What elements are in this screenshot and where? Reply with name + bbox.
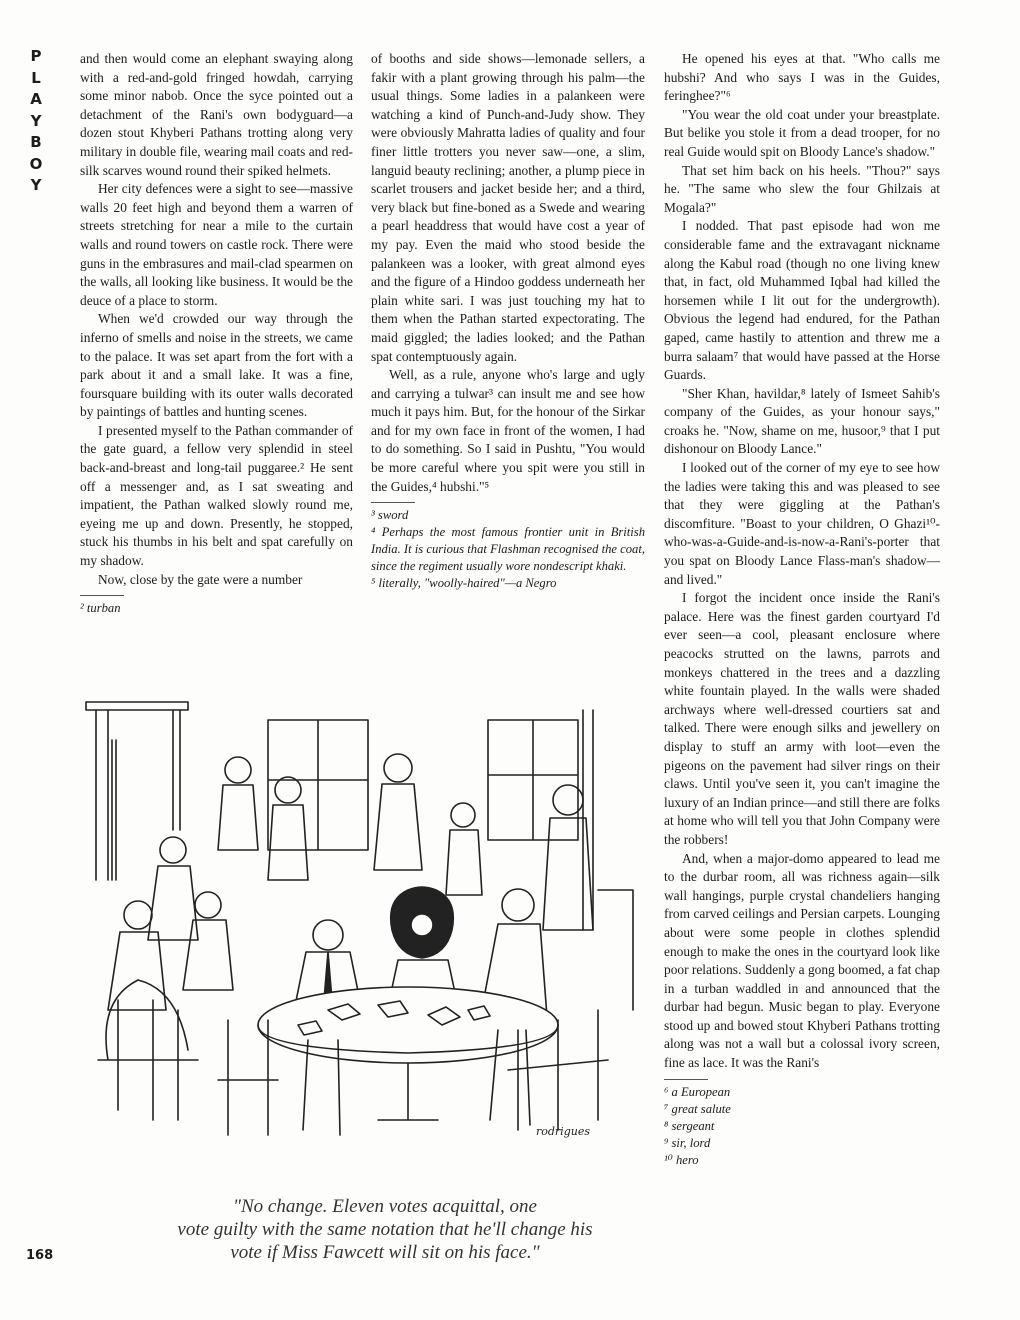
paragraph: When we'd crowded our way through the inferno of smells and noise in the streets, we came to the palace. It was set apart from the fort with a park about it and a small lake. It was a fine, foursquare building with its outer walls decorated by paintings of battles and hunting scenes.	[80, 311, 353, 420]
masthead-letter: L	[31, 68, 41, 87]
paragraph: "Sher Khan, havildar,⁸ lately of Ismeet Sahib's company of the Guides, as your honour says," croaks he. "Now, shame on me, husoor,⁹ that I put dishonour on Bloody Lance."	[664, 385, 940, 457]
caption-line: vote guilty with the same notation that he'll change his	[177, 1219, 593, 1240]
footnote: ¹⁰ hero	[664, 1152, 699, 1167]
footnote: ⁶ a European	[664, 1084, 731, 1099]
paragraph: He opened his eyes at that. "Who calls me hubshi? And who says I was in the Guides, feringhee?"⁶	[664, 51, 940, 104]
paragraph: I nodded. That past episode had won me considerable fame and the extravagant nickname along the Kabul road (though no one living knew that, in fact, old Muhammed Iqbal had killed the horsemen while I lit out for the undergrowth). Obvious the legend had endured, for the Pathan gaped, came hastily to attention and threw me a burra salaam⁷ that would have passed at the Horse Guards.	[664, 218, 940, 383]
masthead-letter: P	[30, 47, 42, 65]
masthead	[24, 46, 48, 197]
masthead-letter: B	[30, 133, 42, 151]
paragraph: I looked out of the corner of my eye to see how the ladies were taking this and was pleased to see that they were giggling at the Pathan's discomfiture. "Boast to your children, O Ghazi¹⁰-who-was-a-Guide-and-is-now-a-Rani's-porter that you spat on Bloody Lance Flass-man's shadow—and lived."	[664, 460, 940, 587]
masthead-letter: Y	[30, 176, 42, 194]
caption-line: vote if Miss Fawcett will sit on his face."	[230, 1242, 540, 1263]
paragraph: I presented myself to the Pathan commander of the gate guard, a fellow very splendid in steel back-and-breast and long-tail puggaree.² He sent off a messenger and, as I sat sweating and impatient, the Pathan walked slowly round me, eyeing me up and down. Presently, he stopped, stuck his thumbs in his belt and spat carefully on my shadow.	[80, 422, 353, 569]
footnote: ⁴ Perhaps the most famous frontier unit in British India. It is curious that Flashman recognised the coat, since the regiment usually wore nondescript khaki.	[371, 525, 645, 574]
cartoon-caption	[140, 1195, 630, 1264]
footnote: ⁵ literally, "woolly-haired"—a Negro	[371, 576, 557, 591]
caption-line: "No change. Eleven votes acquittal, one	[233, 1196, 537, 1217]
footnote: ² turban	[80, 601, 121, 616]
artist-signature: rodrigues	[536, 1125, 590, 1138]
paragraph: Well, as a rule, anyone who's large and ugly and carrying a tulwar³ can insult me and see how much it pays him. But, for the honour of the Sirkar and for my own face in front of the women, I had to do something. So I said in Pushtu, "You would be more careful where you spit were you still in the Guides,⁴ hubshi."⁵	[371, 367, 645, 494]
text-column-1	[80, 50, 353, 617]
paragraph: I forgot the incident once inside the Rani's palace. Here was the finest garden courtyard I'd ever seen—a cool, pleasant enclosure where peacocks strutted on the lawns, parrots and monkeys chattered in the trees and a dazzling white fountain played. In the walls were shaded archways where well-dressed courtiers sat and talked. There were enough silks and jewellery on display to stuff an army with loot—even the pigeons on the pavement had silver rings on their claws. Until you've seen it, you can't imagine the luxury of an Indian prince—and still there are folks at home who will tell you that John Company were the robbers!	[664, 590, 940, 847]
paragraph: "You wear the old coat under your breastplate. But belike you stole it from a dead trooper, for no real Guide would spit on Bloody Lance's shadow."	[664, 106, 940, 159]
footnote: ⁹ sir, lord	[664, 1135, 711, 1150]
paragraph: And, when a major-domo appeared to lead me to the durbar room, all was richness again—silk wall hangings, purple crystal chandeliers hanging from carved ceilings and Persian carpets. Lounging about were some people in clothes splendid enough to make the ones in the courtyard look like poor relations. Suddenly a gong boomed, a fat chap in a turban waddled in and announced that the durbar had begun. Music began to play. Everyone stood up and bowed stout Khyberi Pathans trotting along was not a wall but a colossal ivory screen, fine as lace. It was the Rani's	[664, 850, 940, 1071]
text-column-3	[664, 50, 940, 1169]
paragraph: and then would come an elephant swaying along with a red-and-gold fringed howdah, carrying some minor nabob. Once the syce pointed out a detachment of the Rani's own bodyguard—a dozen stout Khyberi Pathans trotting along very military in double file, wearing mail coats and red-silk scarves wound round their spiked helmets.	[80, 51, 353, 178]
jury-cartoon-illustration	[78, 680, 638, 1150]
masthead-letter: Y	[30, 111, 42, 130]
footnote-rule	[371, 502, 415, 503]
paragraph: Now, close by the gate were a number	[98, 571, 303, 587]
footnote: ³ sword	[371, 508, 409, 523]
page-number: 168	[26, 1248, 54, 1263]
paragraph: of booths and side shows—lemonade sellers, a fakir with a plant growing through his palm—the usual things. Some ladies in a palankeen were watching a kind of Punch-and-Judy show. They were obviously Mahratta ladies of quality and four finer little trotters you never saw—one, a slim, languid beauty reclining; another, a plump piece in scarlet trousers and jacket beside her; and a third, very black but fine-boned as a Swede and wearing a pearl headdress that would have cost a year of my pay. Even the maid who stood beside the palankeen was a looker, with great almond eyes and the figure of a Hindoo goddess underneath her plain white sari. I was just touching my hat to them when the Pathan started expectorating. The maid giggled; the ladies looked; and the Pathan spat contemptuously again.	[371, 51, 645, 364]
footnote: ⁸ sergeant	[664, 1118, 715, 1133]
footnote-rule	[664, 1079, 708, 1080]
footnote: ⁷ great salute	[664, 1101, 731, 1116]
masthead-letter: A	[30, 90, 42, 108]
text-column-2	[371, 50, 645, 592]
paragraph: That set him back on his heels. "Thou?" says he. "The same who slew the four Ghilzais at Mogala?"	[664, 162, 940, 215]
paragraph: Her city defences were a sight to see—massive walls 20 feet high and beyond them a warren of streets stretching for near a mile to the curtain walls and round towers on castle rock. There were guns in the embrasures and mail-clad spearmen on the walls, all looking like business. It would be the deuce of a place to storm.	[80, 181, 353, 308]
footnote-rule	[80, 595, 124, 596]
masthead-letter: O	[29, 154, 43, 173]
